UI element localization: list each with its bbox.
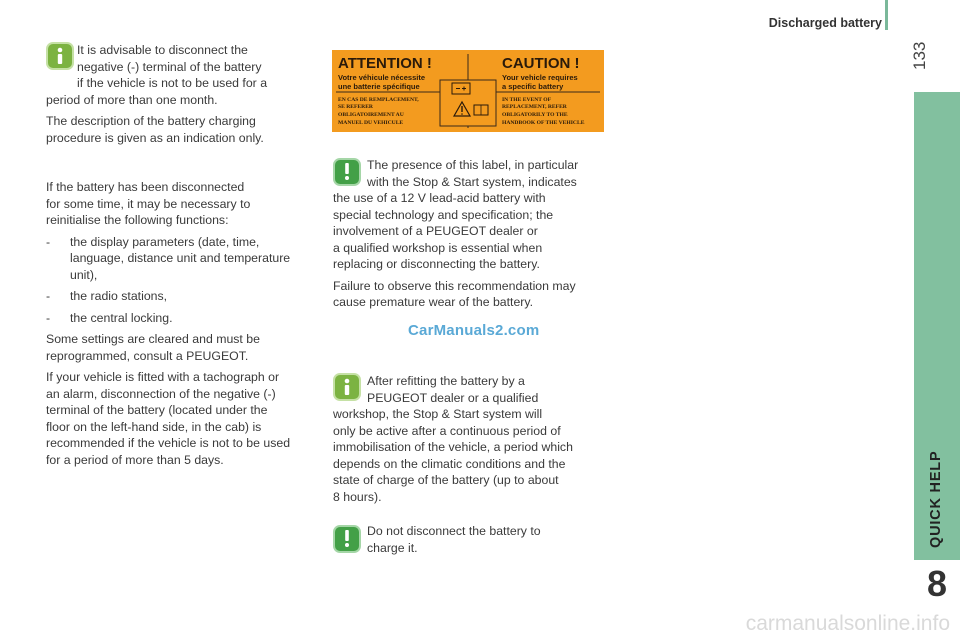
settings-paragraph bbox=[46, 331, 321, 364]
text-line: for some time, it may be necessary to bbox=[46, 196, 251, 211]
text-line: only be active after a continuous period of bbox=[333, 423, 561, 438]
label-fr-small: OBLIGATOIREMENT AU bbox=[338, 112, 404, 118]
page-number bbox=[903, 34, 933, 74]
text-line: replacing or disconnecting the battery. bbox=[333, 257, 540, 271]
chapter-tab-label bbox=[918, 440, 948, 550]
text-line: It is advisable to disconnect the bbox=[77, 43, 248, 57]
text-line: The presence of this label, in particular bbox=[367, 158, 579, 172]
list-dash: - bbox=[46, 234, 51, 249]
label-explanation-indent bbox=[333, 157, 613, 190]
section-title: Discharged battery bbox=[768, 16, 882, 30]
stop-start-note bbox=[333, 373, 618, 505]
text-line: cause premature wear of the battery. bbox=[333, 295, 534, 309]
watermark: CarManuals2.com bbox=[408, 322, 540, 339]
text-line: Some settings are cleared and must be bbox=[46, 332, 260, 346]
charging-description bbox=[46, 113, 316, 146]
list-dash: - bbox=[46, 289, 51, 303]
text-line: PEUGEOT dealer or a qualified bbox=[367, 390, 539, 405]
text-line: with the Stop & Start system, indicates bbox=[367, 174, 577, 189]
text-line: for a period of more than 5 days. bbox=[46, 452, 224, 467]
text-line: After refitting the battery by a bbox=[367, 374, 525, 388]
text-line: the radio stations, bbox=[70, 289, 168, 303]
label-en-line: a specific battery bbox=[502, 82, 564, 91]
list-item bbox=[46, 288, 321, 305]
text-line: the display parameters (date, time, bbox=[70, 234, 260, 249]
label-en-small: IN THE EVENT OF bbox=[502, 97, 552, 103]
chapter-tab-text: QUICK HELP bbox=[928, 450, 944, 548]
text-line: Do not disconnect the battery to bbox=[367, 524, 541, 538]
text-line: language, distance unit and temperature bbox=[70, 251, 291, 265]
label-en-line: Your vehicle requires bbox=[502, 73, 578, 82]
text-line: procedure is given as an indication only. bbox=[46, 130, 264, 145]
list-item bbox=[46, 310, 321, 327]
text-line: recommended if the vehicle is not to be used bbox=[46, 436, 291, 450]
text-line: period of more than one month. bbox=[46, 92, 218, 107]
label-fr-small: MANUEL DU VEHICULE bbox=[338, 120, 404, 126]
battery-label-graphic bbox=[332, 50, 604, 132]
footer-watermark: carmanualsonline.info bbox=[745, 612, 950, 635]
label-en-small: HANDBOOK OF THE VEHICLE bbox=[502, 120, 585, 126]
text-line: floor on the left-hand side, in the cab) is bbox=[46, 419, 262, 434]
text-line: 8 hours). bbox=[333, 489, 382, 504]
text-line: involvement of a PEUGEOT dealer or bbox=[333, 224, 538, 238]
text-line: workshop, the Stop & Start system will bbox=[333, 407, 543, 421]
caution-heading: CAUTION ! bbox=[502, 55, 580, 72]
text-line: If your vehicle is fitted with a tachograph or bbox=[46, 370, 280, 384]
battery-warning-label bbox=[332, 50, 604, 132]
page-number-text: 133 bbox=[910, 41, 929, 70]
text-line: immobilisation of the vehicle, a period which bbox=[333, 440, 573, 454]
text-line: a qualified workshop is essential when bbox=[333, 240, 543, 255]
text-line: negative (-) terminal of the battery bbox=[77, 59, 262, 74]
text-line: Failure to observe this recommendation may bbox=[333, 278, 576, 293]
do-not-disconnect-warning bbox=[367, 523, 607, 556]
text-line: if the vehicle is not to be used for a bbox=[77, 76, 268, 90]
list-dash: - bbox=[46, 310, 51, 325]
label-fr-small: SE REFERER bbox=[338, 104, 373, 110]
tachograph-paragraph bbox=[46, 369, 321, 468]
stop-start-indent bbox=[333, 373, 618, 406]
intro-paragraph bbox=[46, 179, 321, 229]
text-line: depends on the climatic conditions and the bbox=[333, 456, 566, 471]
text-line: an alarm, disconnection of the negative (-) bbox=[46, 386, 276, 401]
label-explanation bbox=[333, 157, 613, 316]
text-line: The description of the battery charging bbox=[46, 114, 256, 128]
premature-wear-warning bbox=[333, 278, 613, 311]
label-fr-small: EN CAS DE REMPLACEMENT, bbox=[338, 97, 419, 103]
reinitialise-section bbox=[46, 179, 321, 473]
chapter-number: 8 bbox=[914, 560, 960, 608]
text-line: state of charge of the battery (up to about bbox=[333, 473, 559, 487]
info-note bbox=[46, 42, 316, 151]
text-line: the central locking. bbox=[70, 310, 173, 325]
label-en-small: OBLIGATORILY TO THE bbox=[502, 112, 568, 118]
text-line: charge it. bbox=[367, 540, 418, 555]
text-line: the use of a 12 V lead-acid battery with bbox=[333, 191, 546, 205]
label-fr-line: une batterie spécifique bbox=[338, 82, 420, 91]
info-note-lines bbox=[46, 42, 316, 92]
attention-heading: ATTENTION ! bbox=[338, 55, 432, 72]
header-divider bbox=[885, 0, 888, 30]
text-line: terminal of the battery (located under the bbox=[46, 403, 268, 417]
warning-icon bbox=[333, 525, 361, 553]
label-explanation-body bbox=[333, 190, 613, 273]
list-item bbox=[46, 234, 321, 284]
text-line: If the battery has been disconnected bbox=[46, 180, 245, 194]
text-line: reinitialise the following functions: bbox=[46, 213, 229, 227]
label-en-small: REPLACEMENT, REFER bbox=[502, 104, 567, 110]
text-line: reprogrammed, consult a PEUGEOT. bbox=[46, 348, 249, 363]
text-line: unit), bbox=[70, 267, 98, 282]
text-line: special technology and specification; the bbox=[333, 207, 554, 222]
label-fr-line: Votre véhicule nécessite bbox=[338, 73, 425, 82]
